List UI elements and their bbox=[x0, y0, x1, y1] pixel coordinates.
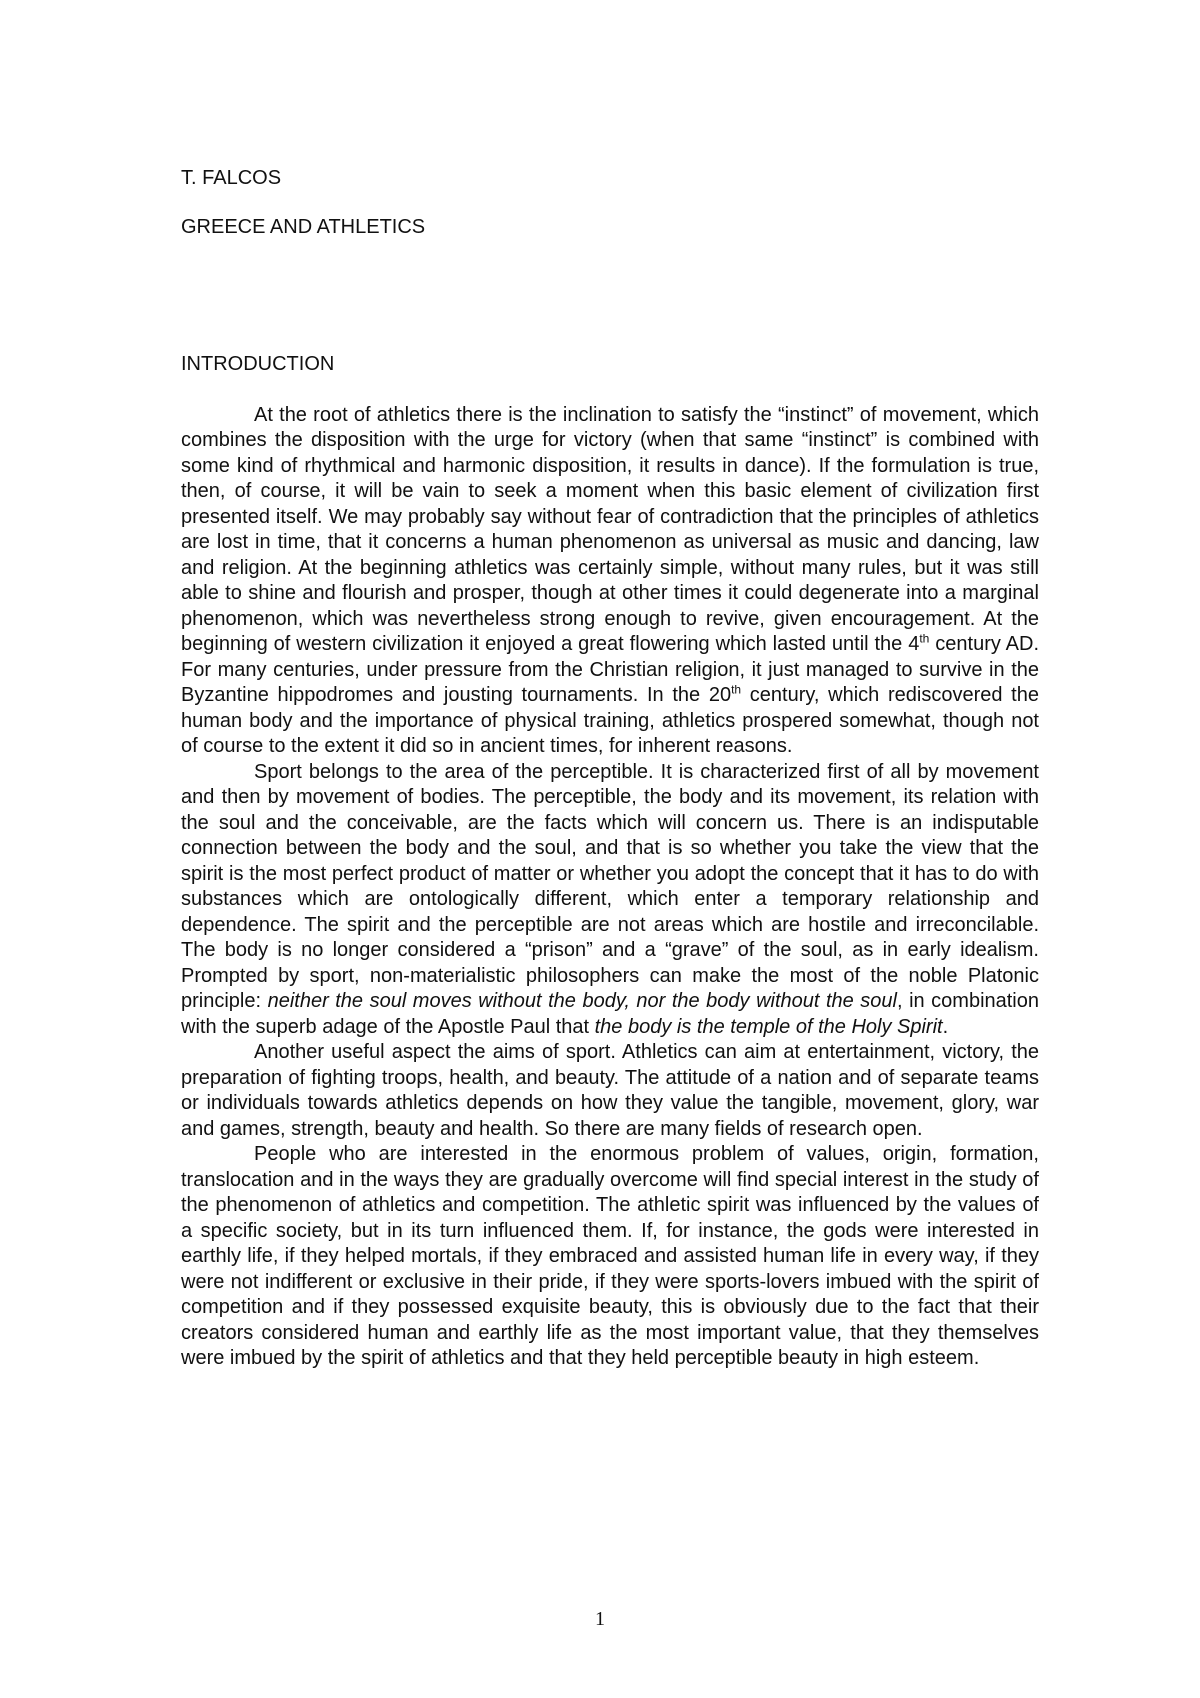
page-content bbox=[181, 166, 1039, 1372]
paragraph-1-text-c: century, which rediscovered the human body and the importance of physical training, athletics prospered somewhat, though not of course to the extent it did so in ancient times, for inherent reasons. bbox=[181, 684, 1039, 757]
ordinal-superscript: th bbox=[919, 631, 930, 646]
page-number: 1 bbox=[595, 1608, 605, 1630]
paragraph-1-text-a: At the root of athletics there is the inclination to satisfy the “instinct” of movement, which combines the disposition with the urge for victory (when that same “instinct” is combined with some kind of rhythmical and harmonic disposition, it results in dance). If the formulation is true, then, of course, it will be vain to seek a moment when this basic element of civilization first presented itself. We may probably say without fear of contradiction that the principles of athletics are lost in time, that it concerns a human phenomenon as universal as music and dancing, law and religion. At the beginning athletics was certainly simple, without many rules, but it was still able to shine and flourish and prosper, though at other times it could degenerate into a marginal phenomenon, which was nevertheless strong enough to revive, given encouragement. At the beginning of western civilization it enjoyed a great flowering which lasted until the 4 bbox=[181, 403, 1039, 655]
author-name: T. FALCOS bbox=[181, 167, 282, 189]
ordinal-superscript: th bbox=[731, 682, 742, 697]
paragraph-2-text-b: , in combination with the superb adage of the Apostle Paul that bbox=[181, 990, 1039, 1038]
paragraph-1-text-b: century AD. For many centuries, under pressure from the Christian religion, it just managed to survive in the Byzantine hippodromes and jousting tournaments. In the 20 bbox=[181, 633, 1039, 706]
paragraph-2-text-c: . bbox=[942, 1015, 949, 1038]
paragraph-4: People who are interested in the enormous problem of values, origin, formation, translocation and in the ways they are gradually overcome will find special interest in the study of the phenomenon of athletics and competition. The athletic spirit was influenced by the values of a specific society, but in its turn influenced them. If, for instance, the gods were interested in earthly life, if they helped mortals, if they embraced and assisted human life in every way, if they were not indifferent or exclusive in their pride, if they were sports-lovers imbued with the spirit of competition and if they possessed exquisite beauty, this is obviously due to the fact that their creators considered human and earthly life as the most important value, that they themselves were imbued by the spirit of athletics and that they held perceptible beauty in high esteem. bbox=[181, 1143, 1039, 1369]
paragraph-2 bbox=[181, 760, 1039, 1041]
paragraph-3: Another useful aspect the aims of sport. Athletics can aim at entertainment, victory, the preparation of fighting troops, health, and beauty. The attitude of a nation and of separate teams or individuals towards athletics depends on how they value the tangible, movement, glory, war and games, strength, beauty and health. So there are many fields of research open. bbox=[181, 1041, 1039, 1140]
document-title: GREECE AND ATHLETICS bbox=[181, 215, 426, 238]
paragraph-2-text-a: Sport belongs to the area of the perceptible. It is characterized first of all by movement and then by movement of bodies. The perceptible, the body and its movement, its relation with the soul and the conceivable, are the facts which will concern us. There is an indisputable connection between the body and the soul, and that is so whether you take the view that the spirit is the most perfect product of matter or whether you adopt the concept that it has to do with substances which are ontologically different, which enter a temporary relationship and dependence. The spirit and the perceptible are not areas which are hostile and irreconcilable. The body is no longer considered a “prison” and a “grave” of the soul, as in early idealism. Prompted by sport, non-materialistic philosophers can make the most of the noble Platonic principle: bbox=[181, 760, 1039, 1012]
section-heading: INTRODUCTION bbox=[181, 353, 335, 375]
paragraph-1 bbox=[181, 403, 1039, 760]
apostle-paul-quote: the body is the temple of the Holy Spirit bbox=[594, 1015, 943, 1038]
platonic-quote: neither the soul moves without the body, nor the body without the soul bbox=[267, 990, 897, 1012]
